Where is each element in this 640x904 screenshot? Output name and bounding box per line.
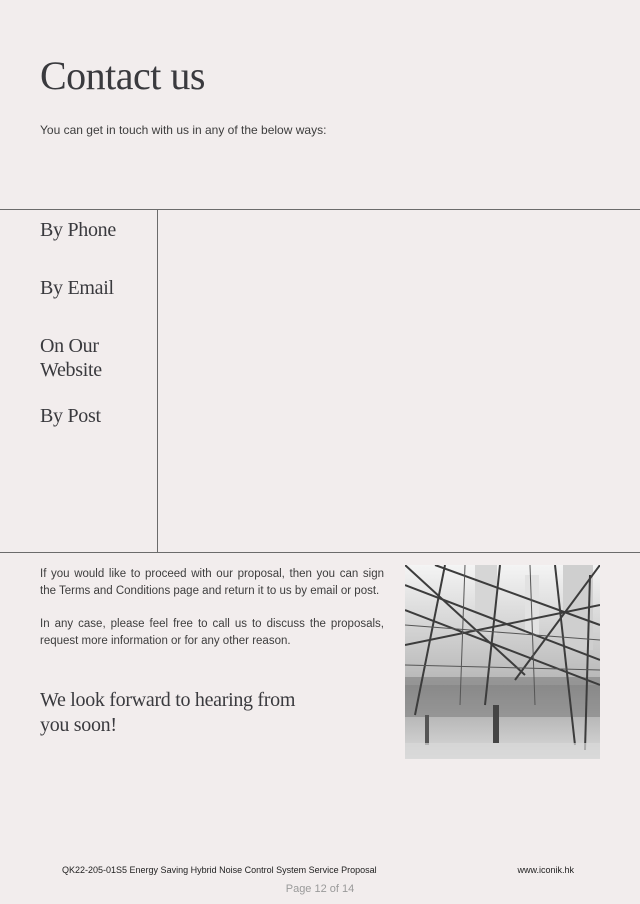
contact-method-phone: By Phone [40, 219, 116, 241]
footer-document-reference: QK22-205-01S5 Energy Saving Hybrid Noise Control System Service Proposal [62, 865, 377, 875]
proceed-paragraph: If you would like to proceed with our proposal, then you can sign the Terms and Conditions page and return it to us by email or post. [40, 568, 384, 597]
closing-message: We look forward to hearing from you soon! [40, 689, 296, 736]
table-column-divider [157, 209, 158, 553]
atrium-photo [405, 565, 600, 759]
table-bottom-divider [0, 552, 640, 553]
contact-paragraph: In any case, please feel free to call us to discuss the proposals, request more information or for any other reason. [40, 618, 384, 647]
intro-text: You can get in touch with us in any of the below ways: [40, 123, 327, 137]
table-top-divider [0, 209, 640, 210]
contact-method-website: On Our Website [40, 335, 102, 381]
contact-method-post: By Post [40, 405, 101, 427]
contact-method-email: By Email [40, 277, 114, 299]
page-number: Page 12 of 14 [285, 883, 355, 895]
footer-website: www.iconik.hk [517, 865, 574, 875]
page-title: Contact us [40, 53, 205, 98]
